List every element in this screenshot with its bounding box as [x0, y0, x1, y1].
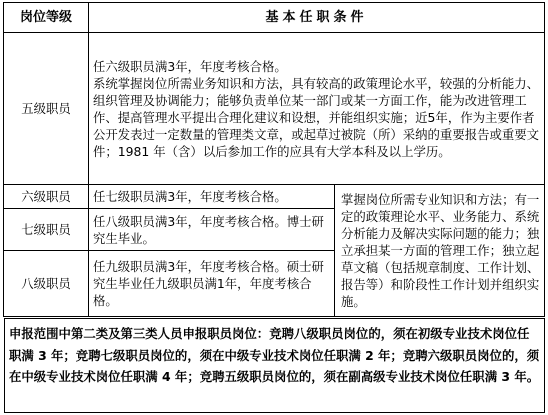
position-requirements-table [3, 2, 545, 317]
application-scope-note: 申报范围中第二类及第三类人员申报职员岗位：竞聘八级职员岗位的，须在初级专业技术岗位任职满 3 年；竞聘七级职员岗位的，须在中级专业技术岗位任职满 2 年；竞聘六级职员岗位的，须在中级专业技术岗位任职满 4 年；竞聘五级职员岗位的，须在副高级专业技术岗位任职满 3 年。 [4, 318, 545, 413]
requirements-cell: 任九级职员满3年，年度考核合格。硕士研究生毕业任九级职员满1年，年度考核合格。 [89, 251, 335, 317]
requirements-cell [89, 33, 545, 185]
level-cell: 七级职员 [4, 209, 89, 251]
level-cell: 六级职员 [4, 185, 89, 209]
table-header-row [4, 3, 545, 33]
requirements-cell: 任七级职员满3年，年度考核合格。 [89, 185, 335, 209]
table-row [4, 33, 545, 185]
level-cell: 八级职员 [4, 251, 89, 317]
header-requirements: 基本任职条件 [89, 3, 545, 33]
shared-requirements-cell: 掌握岗位所需专业知识和方法；有一定的政策理论水平、业务能力、系统分析能力及解决实际问题的能力；独立承担某一方面的管理工作；独立起草文稿（包括规章制度、工作计划、报告等）和阶段性工作计划并组织实施。 [335, 185, 545, 317]
level-cell: 五级职员 [4, 33, 89, 185]
requirement-text: 系统掌握岗位所需业务知识和方法，具有较高的政策理论水平，较强的分析能力、组织管理及协调能力；能够负责单位某一部门或某一方面工作，能为改进管理工作、提高管理水平提出合理化建议和设想，并能组织实施；近5年，作为主要作者公开发表过一定数量的管理类文章，或起草过被院（所）采纳的重要报告或重要文件；1981 年（含）以后参加工作的应具有大学本科及以上学历。 [93, 75, 540, 159]
requirement-text: 任六级职员满3年，年度考核合格。 [93, 58, 287, 74]
header-level: 岗位等级 [4, 3, 89, 33]
table-row [4, 185, 545, 209]
requirements-cell: 任八级职员满3年，年度考核合格。博士研究生毕业。 [89, 209, 335, 251]
